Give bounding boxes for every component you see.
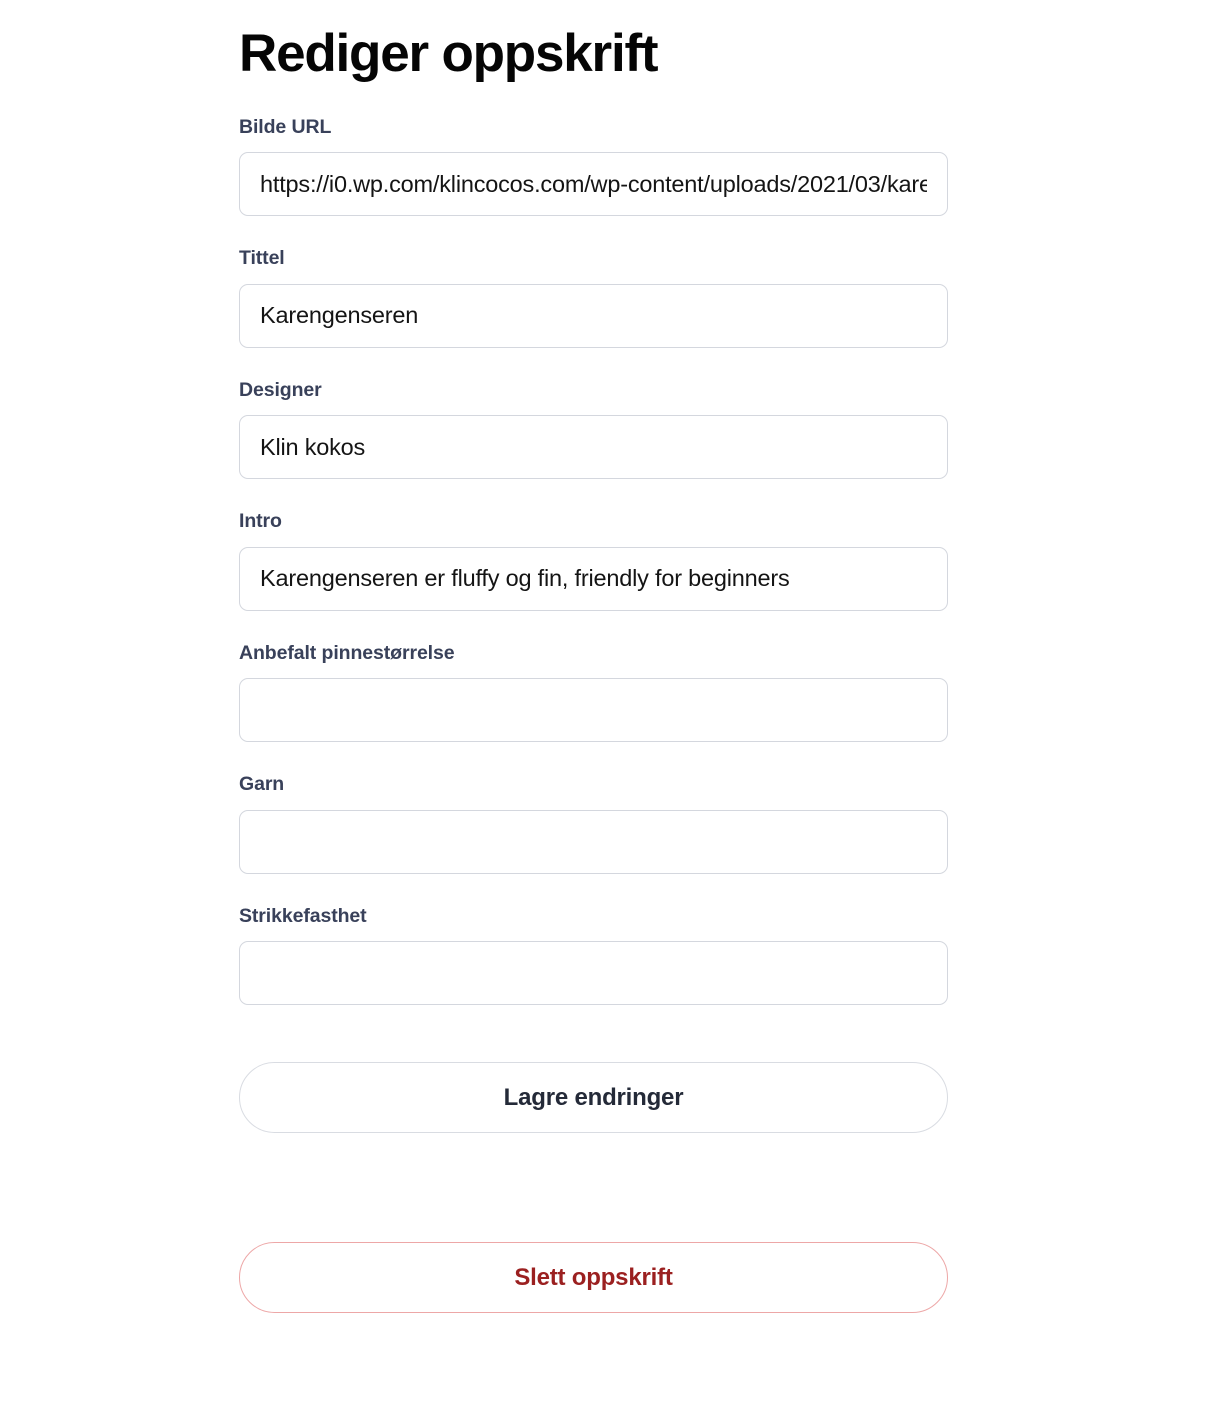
field-intro bbox=[239, 511, 948, 610]
input-anbefalt-pinnestorrelse[interactable] bbox=[239, 678, 948, 742]
save-changes-button[interactable]: Lagre endringer bbox=[239, 1062, 948, 1133]
label-bilde-url: Bilde URL bbox=[239, 116, 332, 138]
field-designer bbox=[239, 380, 948, 479]
field-bilde-url bbox=[239, 117, 948, 216]
field-tittel bbox=[239, 248, 948, 347]
label-intro: Intro bbox=[239, 510, 282, 533]
field-garn bbox=[239, 774, 948, 873]
label-designer: Designer bbox=[239, 378, 322, 401]
input-intro[interactable] bbox=[239, 547, 948, 611]
field-strikkefasthet bbox=[239, 906, 948, 1005]
label-anbefalt-pinnestorrelse: Anbefalt pinnestørrelse bbox=[239, 641, 455, 664]
label-tittel: Tittel bbox=[239, 247, 285, 270]
field-anbefalt-pinnestorrelse bbox=[239, 643, 948, 742]
page-title: Rediger oppskrift bbox=[239, 24, 658, 83]
input-bilde-url[interactable] bbox=[239, 152, 948, 216]
label-garn: Garn bbox=[239, 773, 285, 796]
input-designer[interactable] bbox=[239, 415, 948, 479]
delete-recipe-button[interactable]: Slett oppskrift bbox=[239, 1242, 948, 1313]
input-garn[interactable] bbox=[239, 810, 948, 874]
input-tittel[interactable] bbox=[239, 284, 948, 348]
label-strikkefasthet: Strikkefasthet bbox=[239, 904, 367, 927]
edit-recipe-form bbox=[239, 0, 948, 1313]
input-strikkefasthet[interactable] bbox=[239, 941, 948, 1005]
